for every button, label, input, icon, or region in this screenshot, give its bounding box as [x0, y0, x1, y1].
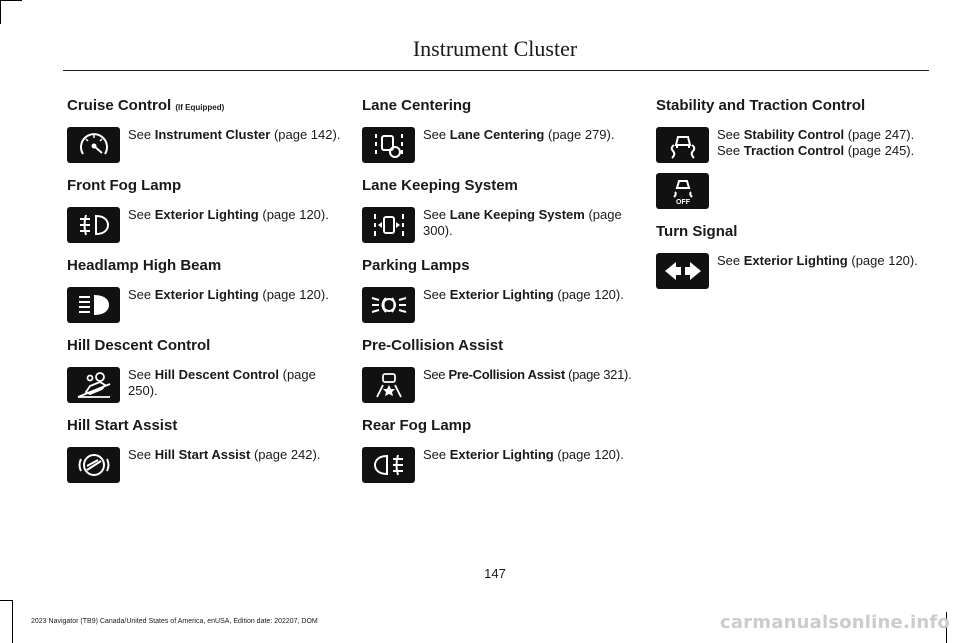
entry-turn-signal: Turn Signal See Exterior Lighting (page 120).	[656, 223, 936, 289]
crop-mark	[0, 0, 1, 24]
entry-title: Parking Lamps	[362, 257, 470, 274]
reference-link[interactable]: Stability Control	[743, 127, 845, 142]
entry-rear-fog-lamp: Rear Fog Lamp See Exterior Lighting (page 120).	[362, 417, 642, 483]
entry-front-fog-lamp: Front Fog Lamp See Exterior Lighting (page 120).	[67, 177, 347, 243]
entry-title: Cruise Control	[67, 97, 172, 114]
crop-mark	[0, 600, 13, 601]
footer-edition: 2023 Navigator (TB9) Canada/United States of America, enUSA, Edition date: 202207, DOM	[31, 618, 318, 625]
crop-mark	[12, 600, 13, 643]
watermark: carmanualsonline.info	[719, 612, 950, 633]
entry-title: Pre-Collision Assist	[362, 337, 504, 354]
entry-title: Lane Keeping System	[362, 177, 518, 194]
hill-start-assist-icon	[67, 447, 120, 483]
crop-mark	[0, 0, 22, 1]
reference-link[interactable]: Exterior Lighting	[154, 207, 259, 222]
reference-link[interactable]: Hill Descent Control	[154, 367, 279, 382]
entry-title: Hill Descent Control	[67, 337, 211, 354]
entry-title: Hill Start Assist	[67, 417, 178, 434]
rear-fog-lamp-icon	[362, 447, 415, 483]
page-title: Instrument Cluster	[412, 36, 578, 61]
header-divider	[63, 70, 929, 71]
entry-title: Lane Centering	[362, 97, 472, 114]
reference-link[interactable]: Hill Start Assist	[154, 447, 251, 462]
reference-link[interactable]: Lane Keeping System	[449, 207, 585, 222]
traction-control-off-icon	[656, 173, 709, 209]
entry-pre-collision-assist: Pre-Collision Assist See Pre-Collision Assist (page 321).	[362, 337, 642, 403]
entry-hill-descent-control: Hill Descent Control See Hill Descent Control (page 250).	[67, 337, 347, 403]
entry-lane-keeping-system: Lane Keeping System See Lane Keeping System (page 300).	[362, 177, 642, 243]
front-fog-lamp-icon	[67, 207, 120, 243]
cruise-control-icon	[67, 127, 120, 163]
entry-parking-lamps: Parking Lamps See Exterior Lighting (page 120).	[362, 257, 642, 323]
page-number: 147	[484, 566, 506, 581]
off-label: OFF	[675, 199, 690, 206]
entry-stability-traction-control: Stability and Traction Control See Stability Control (page 247). See Traction Control (page 245). OFF	[656, 97, 936, 209]
reference-link[interactable]: Lane Centering	[449, 127, 545, 142]
parking-lamps-icon	[362, 287, 415, 323]
high-beam-icon	[67, 287, 120, 323]
reference-link[interactable]: Traction Control	[743, 143, 845, 158]
entry-headlamp-high-beam: Headlamp High Beam See Exterior Lighting (page 120).	[67, 257, 347, 323]
column-left	[67, 97, 347, 497]
hill-descent-icon	[67, 367, 120, 403]
entry-lane-centering: Lane Centering See Lane Centering (page 279).	[362, 97, 642, 163]
reference-link[interactable]: Exterior Lighting	[449, 447, 554, 462]
entry-title: Stability and Traction Control	[656, 97, 866, 114]
entry-cruise-control: Cruise Control (If Equipped) See Instrument Cluster (page 142).	[67, 97, 347, 163]
turn-signal-icon	[656, 253, 709, 289]
lane-centering-icon	[362, 127, 415, 163]
entry-note: (If Equipped)	[175, 103, 225, 112]
reference-link[interactable]: Instrument Cluster	[154, 127, 271, 142]
column-right	[656, 97, 936, 303]
lane-keeping-icon	[362, 207, 415, 243]
entry-title: Front Fog Lamp	[67, 177, 182, 194]
reference-link[interactable]: Exterior Lighting	[449, 287, 554, 302]
pre-collision-icon	[362, 367, 415, 403]
entry-title: Headlamp High Beam	[67, 257, 222, 274]
reference-link[interactable]: Pre-Collision Assist	[448, 367, 565, 382]
entry-title: Turn Signal	[656, 223, 738, 240]
reference-link[interactable]: Exterior Lighting	[154, 287, 259, 302]
stability-control-icon	[656, 127, 709, 163]
column-middle	[362, 97, 642, 497]
entry-hill-start-assist: Hill Start Assist See Hill Start Assist (page 242).	[67, 417, 347, 483]
entry-title: Rear Fog Lamp	[362, 417, 472, 434]
reference-link[interactable]: Exterior Lighting	[743, 253, 848, 268]
